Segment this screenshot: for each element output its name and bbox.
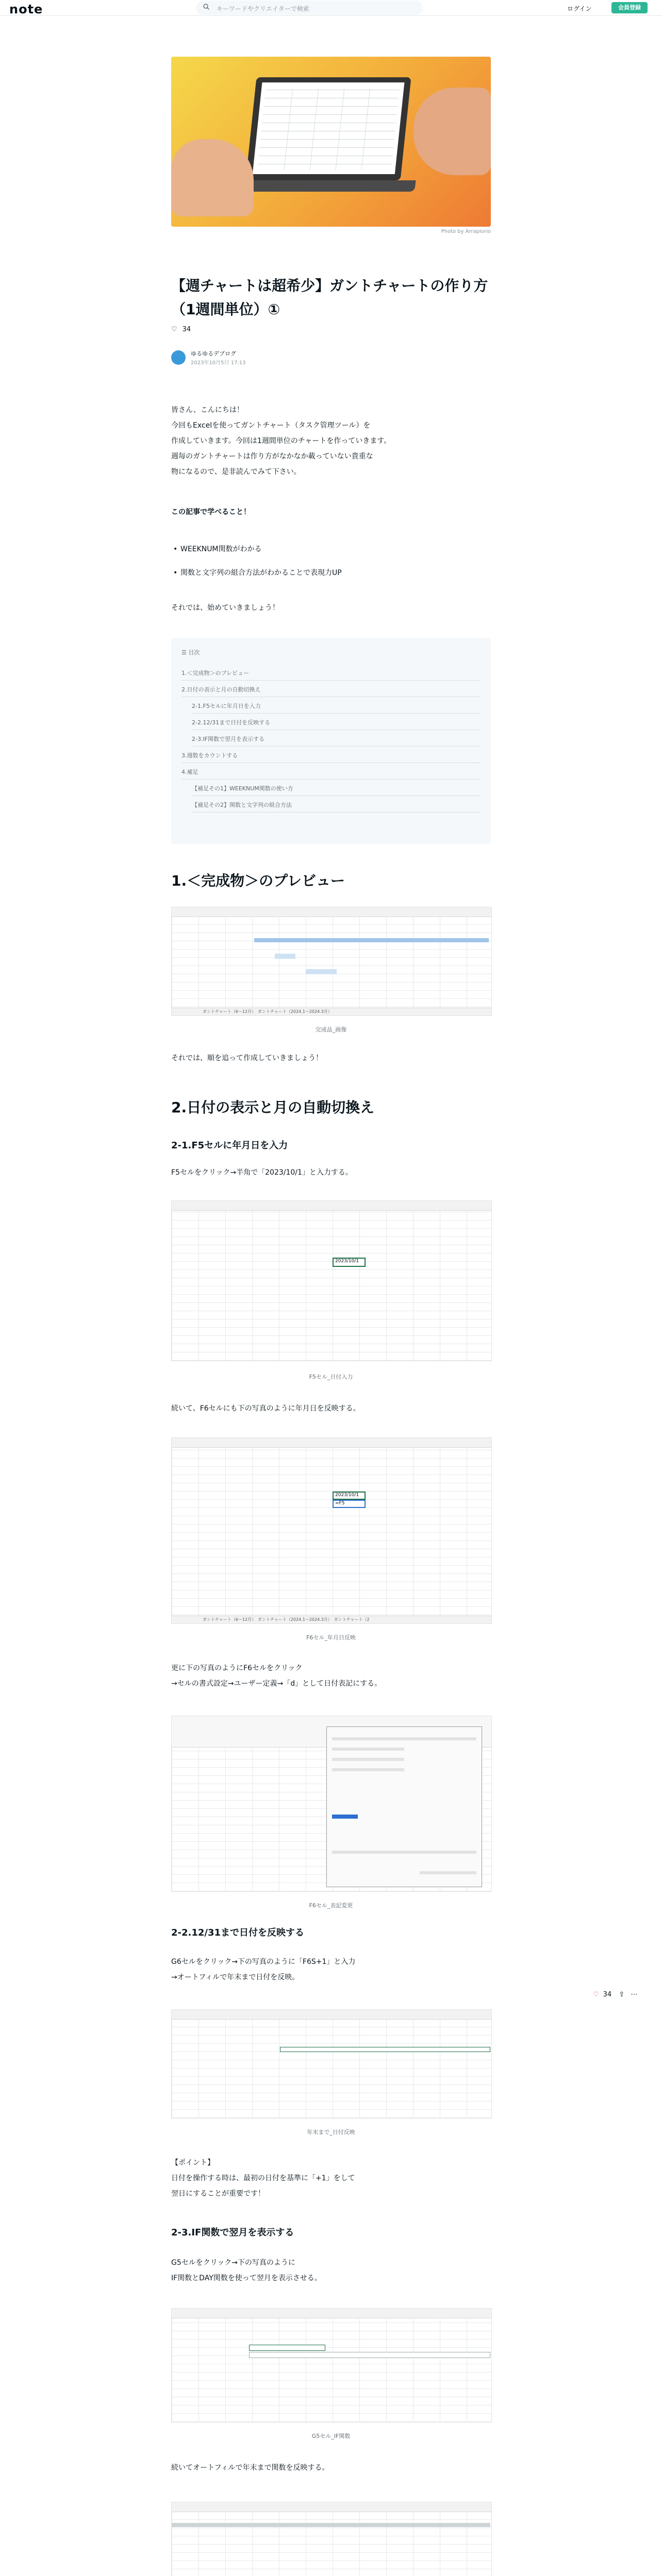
paragraph: G6セルをクリック→下の写真のように「F6S+1」と入力 <box>171 1958 356 1966</box>
table-of-contents <box>171 638 491 844</box>
author-avatar[interactable] <box>171 350 186 365</box>
toc-item[interactable]: 2-1.F5セルに年月日を入力 <box>192 702 481 714</box>
share-icon[interactable]: ⇪ <box>619 1991 625 1998</box>
paragraph: それでは、順を追って作成していきましょう！ <box>171 1054 323 1062</box>
floating-like[interactable]: ♡ 34 ⇪ ⋯ <box>593 1991 638 1998</box>
paragraph: 続いて、F6セルにも下の写真のように年月日を反映する。 <box>171 1404 360 1413</box>
hand-left <box>171 139 254 216</box>
cell-f5: 2023/10/1 <box>333 1258 366 1267</box>
more-icon[interactable]: ⋯ <box>631 1991 638 1998</box>
paragraph: F5セルをクリック→半角で「2023/10/1」と入力する。 <box>171 1168 353 1177</box>
caption: 完成品_画像 <box>315 1026 347 1033</box>
toc-item[interactable]: 【補足その1】WEEKNUM関数の使い方 <box>192 784 481 796</box>
screenshot-year-end <box>171 2009 492 2119</box>
bullet-item: • WEEKNUM関数がわかる <box>180 542 262 556</box>
article-title: 【週チャートは超希少】ガントチャートの作り方（1週間単位）① <box>171 277 488 318</box>
point-line: 翌日にすることが重要です！ <box>171 2190 265 2198</box>
screenshot-if-filled <box>171 2502 492 2576</box>
toc-title: ☰ 目次 <box>181 649 200 656</box>
signup-button[interactable]: 会員登録 <box>611 2 648 13</box>
author-name[interactable]: ゆるゆるデブログ <box>191 350 236 357</box>
intro-line: 今回もExcelを使ってガントチャート（タスク管理ツール）を <box>171 421 371 430</box>
caption: 年末まで_日付反映 <box>307 2129 355 2136</box>
intro-line: 作成していきます。今回は1週間単位のチャートを作っていきます。 <box>171 437 391 445</box>
toc-item[interactable]: 1.＜完成物＞のプレビュー <box>181 669 481 681</box>
intro-closing: それでは、始めていきましょう！ <box>171 604 279 612</box>
screenshot-f6: 2023/10/1 =F5 ガントチャート（6～12月） ガントチャート（2024.1～2024.3月） ガントチャート（2 <box>171 1437 492 1624</box>
intro-line: 皆さん、こんにちは！ <box>171 406 244 414</box>
caption: G5セル_IF関数 <box>311 2433 351 2439</box>
toc-item[interactable]: 4.補足 <box>181 768 481 779</box>
note-logo[interactable]: note <box>9 2 43 16</box>
site-header <box>0 0 662 16</box>
caption: F6セル_年月日反映 <box>306 1634 356 1641</box>
intro-line: 週毎のガントチャートは作り方がなかなか載っていない貴重な <box>171 452 373 461</box>
caption: F5セル_日付入力 <box>309 1374 353 1380</box>
subsection-heading: 2-2.12/31まで日付を反映する <box>171 1927 305 1938</box>
subsection-heading: 2-3.IF関数で翌月を表示する <box>171 2227 294 2238</box>
login-link[interactable]: ログイン <box>567 5 592 12</box>
laptop-illustration <box>245 77 411 180</box>
hand-right <box>413 88 491 175</box>
section-heading: 1.＜完成物＞のプレビュー <box>171 872 345 889</box>
paragraph: 続いてオートフィルで年末まで関数を反映する。 <box>171 2464 329 2472</box>
toc-item[interactable]: 3.週数をカウントする <box>181 751 481 763</box>
intro-line: 物になるので、是非読んでみて下さい。 <box>171 468 301 476</box>
learn-heading: この記事で学べること！ <box>171 508 251 516</box>
photo-credit: Photo by Arrapiorio <box>441 229 491 234</box>
toc-item[interactable]: 【補足その2】関数と文字列の組合方法 <box>192 801 481 812</box>
caption: F6セル_表記変更 <box>309 1902 353 1909</box>
bullet-item: • 関数と文字列の組合方法がわかることで表現力UP <box>180 566 342 580</box>
paragraph: 更に下の写真のようにF6セルをクリック <box>171 1664 303 1672</box>
hero-image <box>171 57 491 227</box>
paragraph: →セルの書式設定→ユーザー定義→「d」として日付表記にする。 <box>171 1680 382 1688</box>
toc-item[interactable]: 2.日付の表示と月の自動切換え <box>181 685 481 697</box>
paragraph: G5セルをクリック→下の写真のように <box>171 2259 295 2267</box>
like-count[interactable]: ♡ 34 <box>171 326 191 333</box>
point-line: 【ポイント】 <box>171 2159 214 2167</box>
screenshot-complete: ガントチャート（6～12月） ガントチャート（2024.1～2024.3月） <box>171 907 492 1016</box>
search-placeholder: キーワードやクリエイターで検索 <box>217 5 309 12</box>
publish-date: 2023年10月5日 17:13 <box>191 360 246 366</box>
search-icon <box>203 4 209 10</box>
cell-f6-formula: =F5 <box>333 1500 366 1508</box>
section-heading: 2.日付の表示と月の自動切換え <box>171 1099 375 1116</box>
screenshot-f5 <box>171 1200 492 1361</box>
toc-item[interactable]: 2-3.IF関数で翌月を表示する <box>192 735 481 747</box>
toc-item[interactable]: 2-2.12/31まで日付を反映する <box>192 718 481 730</box>
list-icon: ☰ <box>181 649 189 656</box>
subsection-heading: 2-1.F5セルに年月日を入力 <box>171 1140 288 1151</box>
cell-f6: 2023/10/1 <box>333 1492 366 1500</box>
screenshot-if-function <box>171 2308 492 2422</box>
heart-icon[interactable]: ♡ <box>593 1991 599 1998</box>
paragraph: IF関数とDAY関数を使って翌月を表示させる。 <box>171 2274 322 2282</box>
heart-icon[interactable]: ♡ <box>171 326 177 333</box>
paragraph: →オートフィルで年末まで日付を反映。 <box>171 1973 300 1981</box>
point-line: 日付を操作する時は、最初の日付を基準に「+1」をして <box>171 2174 355 2182</box>
search-input[interactable] <box>196 1 423 15</box>
screenshot-format-dialog <box>171 1716 492 1892</box>
